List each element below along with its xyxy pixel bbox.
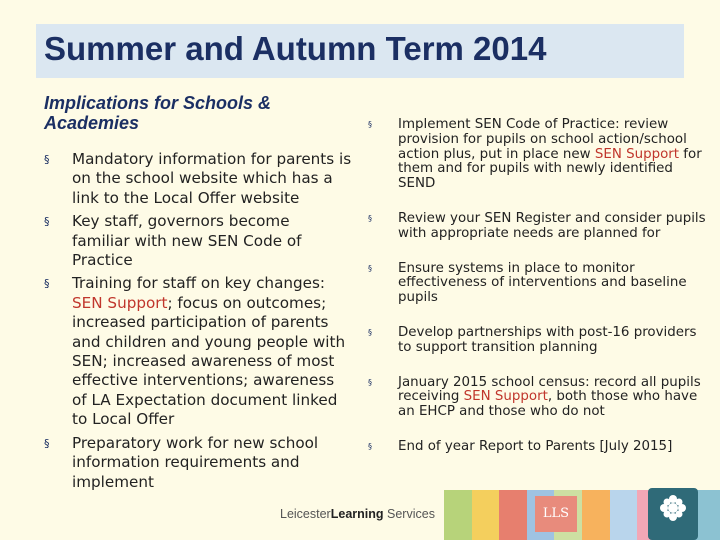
left-bullet-list (44, 150, 352, 496)
city-logo (648, 488, 698, 540)
item-text: Review your SEN Register and consider pupils with appropriate needs are planned for (398, 210, 706, 241)
right-bullet-list (368, 118, 712, 475)
footer-stripe (610, 490, 638, 540)
highlight-text: SEN Support (463, 389, 548, 405)
left-list-item (44, 274, 352, 429)
slide-title: Summer and Autumn Term 2014 (44, 30, 547, 67)
right-list-item (368, 440, 712, 455)
bullet-icon: § (368, 120, 372, 129)
bullet-icon: § (44, 436, 50, 450)
item-text: Preparatory work for new school information requirements and implement (72, 433, 319, 491)
item-text: ; focus on outcomes; increased participation of parents and children and young people with SEN; increased awareness of most effective interventions; awareness of LA Expectation document linked to Local Offer (72, 293, 346, 429)
bullet-icon: § (44, 277, 50, 291)
highlight-text: SEN Support (594, 146, 680, 162)
highlight-text: SEN Support (72, 293, 168, 312)
footer-brand-rest: Services (387, 507, 435, 521)
lls-logo: LLS (535, 496, 577, 532)
item-text: Training for staff on key changes: (72, 274, 326, 293)
bullet-icon: § (368, 213, 372, 223)
right-list-item (368, 326, 712, 356)
left-list-item (44, 434, 352, 492)
footer-brand (280, 507, 435, 521)
right-list-item (368, 212, 712, 242)
item-text: Implement SEN Code of Practice: review provision for pupils on school action/school action plus, put in place new (398, 117, 687, 162)
title-bar (36, 24, 684, 78)
flower-emblem-icon (659, 494, 687, 522)
item-text: , both those who have an EHCP and those who do not (398, 389, 698, 420)
footer-stripe (472, 490, 500, 540)
bullet-icon: § (368, 441, 372, 451)
bullet-icon: § (44, 215, 50, 229)
item-text: Ensure systems in place to monitor effectiveness of interventions and baseline pupils (398, 260, 687, 306)
bullet-icon: § (368, 377, 372, 387)
right-list-item (368, 376, 712, 420)
right-list-item (368, 262, 712, 306)
bullet-icon: § (368, 263, 372, 273)
bullet-icon: § (44, 153, 50, 166)
footer-stripe (499, 490, 527, 540)
item-text: Mandatory information for parents is on the school website which has a link to the Local Offer website (72, 150, 352, 207)
item-text: for them and for pupils with newly identified SEND (398, 146, 702, 192)
right-list-item (368, 118, 712, 192)
footer-stripe (444, 490, 472, 540)
item-text: January 2015 school census: record all pupils receiving (398, 374, 701, 405)
item-text: Develop partnerships with post-16 providers to support transition planning (398, 324, 697, 355)
left-heading: Implications for Schools & Academies (44, 93, 272, 133)
footer-brand-bold: Learning (330, 507, 384, 521)
footer-brand-light: Leicester (280, 507, 331, 521)
left-list-item (44, 212, 352, 270)
footer-stripe (582, 490, 610, 540)
bullet-icon: § (368, 327, 372, 337)
left-list-item (44, 150, 352, 208)
item-text: End of year Report to Parents [July 2015] (398, 438, 673, 454)
item-text: Key staff, governors become familiar with new SEN Code of Practice (72, 212, 302, 270)
